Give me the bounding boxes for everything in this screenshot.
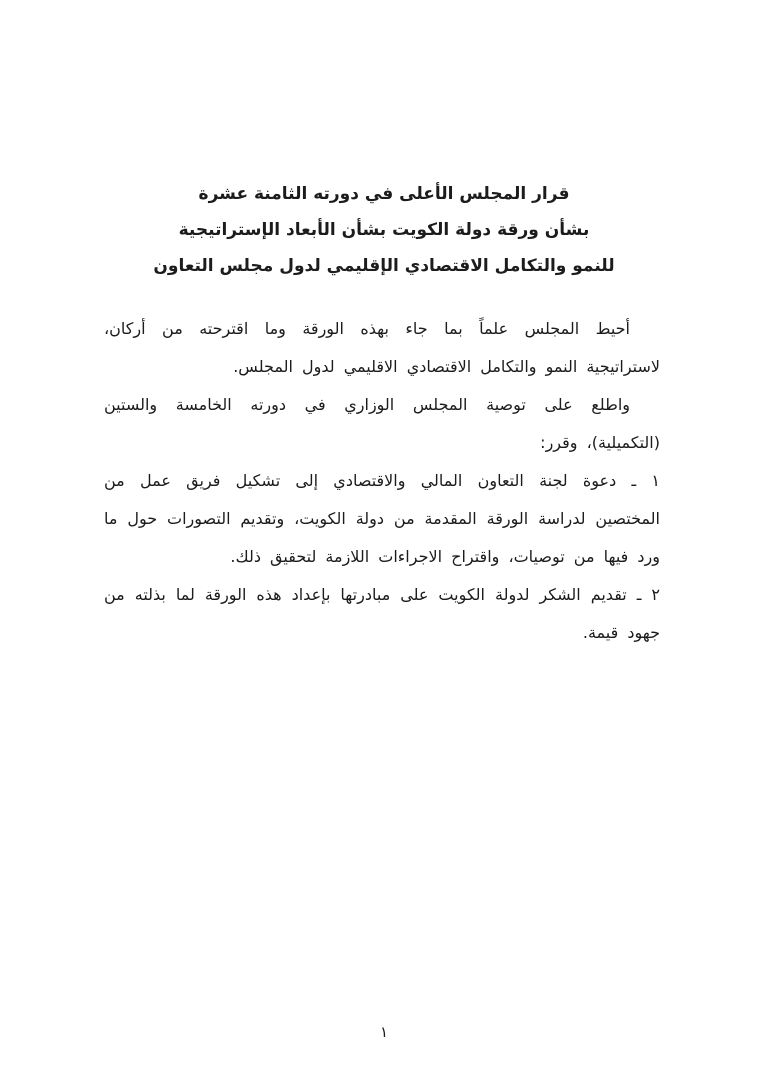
decision-item-2: ٢ ـ تقديم الشكر لدولة الكويت على مبادرتها بإعداد هذه الورقة لما بذلته من جهود قيمة. [104, 585, 660, 642]
paragraph-intro: أحيط المجلس علماً بما جاء بهذه الورقة وما اقترحته من أركان، لاستراتيجية النمو والتكامل الاقتصادي الاقليمي لدول المجلس. [104, 319, 660, 376]
title-line-2: بشأن ورقة دولة الكويت بشأن الأبعاد الإستراتيجية [178, 220, 590, 240]
decision-item-1: ١ ـ دعوة لجنة التعاون المالي والاقتصادي إلى تشكيل فريق عمل من المختصين لدراسة الورقة المقدمة من دولة الكويت، وتقديم التصورات حول ما ورد فيها من توصيات، واقتراح الاجراءات اللازمة لتحقيق ذلك. [104, 471, 660, 566]
document-body [104, 310, 660, 652]
page-number: ١ [379, 1023, 389, 1041]
paragraph-resolution-lead: واطلع على توصية المجلس الوزاري في دورته الخامسة والستين (التكميلية)، وقرر: [104, 395, 660, 452]
document-title [90, 176, 678, 284]
title-line-1: قرار المجلس الأعلى في دورته الثامنة عشرة [198, 184, 570, 204]
title-line-3: للنمو والتكامل الاقتصادي الإقليمي لدول مجلس التعاون [153, 256, 615, 276]
